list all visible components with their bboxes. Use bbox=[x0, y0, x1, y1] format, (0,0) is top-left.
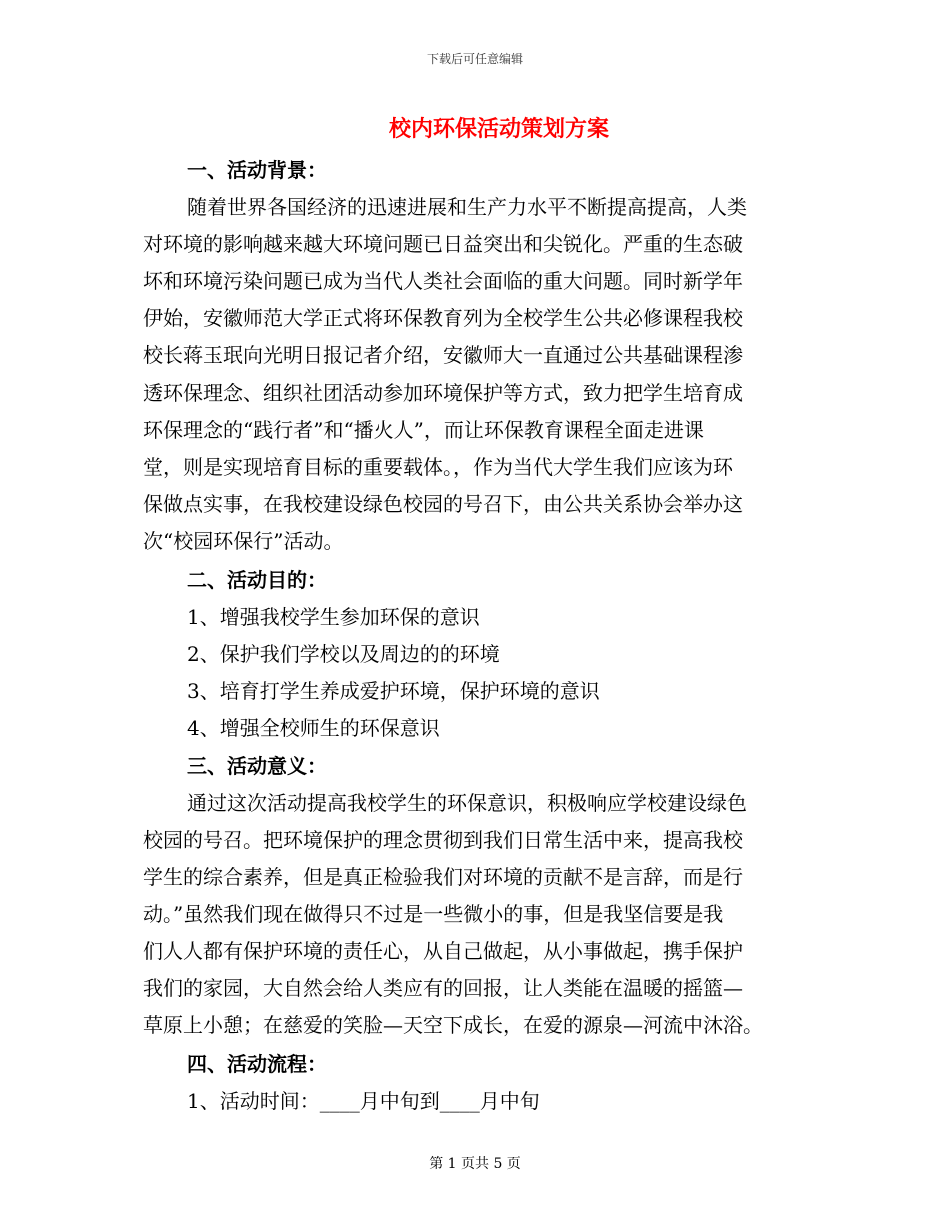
section-heading-process: 四、活动流程： bbox=[187, 1052, 327, 1077]
paragraph-line: 保做点实事，在我校建设绿色校园的号召下，由公共关系协会举办这 bbox=[143, 491, 743, 516]
paragraph-line: 动。”虽然我们现在做得只不过是一些微小的事，但是我坚信要是我 bbox=[143, 901, 724, 926]
list-item: 1、活动时间：____月中旬到____月中旬 bbox=[187, 1089, 540, 1114]
paragraph-line: 我们的家园，大自然会给人类应有的回报，让人类能在温暖的摇篮— bbox=[143, 976, 743, 1001]
document-title: 校内环保活动策划方案 bbox=[388, 116, 609, 142]
paragraph-line: 校园的号召。把环境保护的理念贯彻到我们日常生活中来，提高我校 bbox=[143, 827, 743, 852]
list-item: 3、培育打学生养成爱护环境，保护环境的意识 bbox=[187, 679, 600, 704]
paragraph-line: 伊始，安徽师范大学正式将环保教育列为全校学生公共必修课程我校 bbox=[143, 306, 743, 331]
document-body bbox=[143, 152, 806, 1120]
paragraph-line: 对环境的影响越来越大环境问题已日益突出和尖锐化。严重的生态破 bbox=[143, 232, 743, 257]
paragraph-line: 们人人都有保护环境的责任心，从自己做起，从小事做起，携手保护 bbox=[143, 938, 743, 963]
list-item: 1、增强我校学生参加环保的意识 bbox=[187, 605, 480, 630]
paragraph-line: 草原上小憩；在慈爱的笑脸—天空下成长，在爱的源泉—河流中沐浴。 bbox=[143, 1013, 763, 1038]
paragraph-line: 随着世界各国经济的迅速进展和生产力水平不断提高提高，人类 bbox=[187, 195, 747, 220]
page-footer-number: 第 1 页共 5 页 bbox=[429, 1156, 521, 1172]
paragraph-line: 堂，则是实现培育目标的重要载体。，作为当代大学生我们应该为环 bbox=[143, 454, 733, 479]
page-header-note: 下载后可任意编辑 bbox=[426, 52, 523, 66]
paragraph-line: 次“校园环保行”活动。 bbox=[143, 528, 344, 553]
list-item: 4、增强全校师生的环保意识 bbox=[187, 716, 440, 741]
section-heading-purpose: 二、活动目的： bbox=[187, 568, 327, 593]
paragraph-line: 坏和环境污染问题已成为当代人类社会面临的重大问题。同时新学年 bbox=[143, 269, 743, 294]
paragraph-line: 环保理念的“践行者”和“播火人”，而让环保教育课程全面走进课 bbox=[143, 417, 704, 442]
paragraph-line: 透环保理念、组织社团活动参加环境保护等方式，致力把学生培育成 bbox=[143, 380, 743, 405]
paragraph-line: 通过这次活动提高我校学生的环保意识，积极响应学校建设绿色 bbox=[187, 790, 747, 815]
paragraph-line: 校长蒋玉珉向光明日报记者介绍，安徽师大一直通过公共基础课程渗 bbox=[143, 343, 743, 368]
section-heading-significance: 三、活动意义： bbox=[187, 753, 327, 778]
paragraph-line: 学生的综合素养，但是真正检验我们对环境的贡献不是言辞，而是行 bbox=[143, 864, 743, 889]
list-item: 2、保护我们学校以及周边的的环境 bbox=[187, 642, 500, 667]
section-heading-background: 一、活动背景： bbox=[187, 158, 327, 182]
